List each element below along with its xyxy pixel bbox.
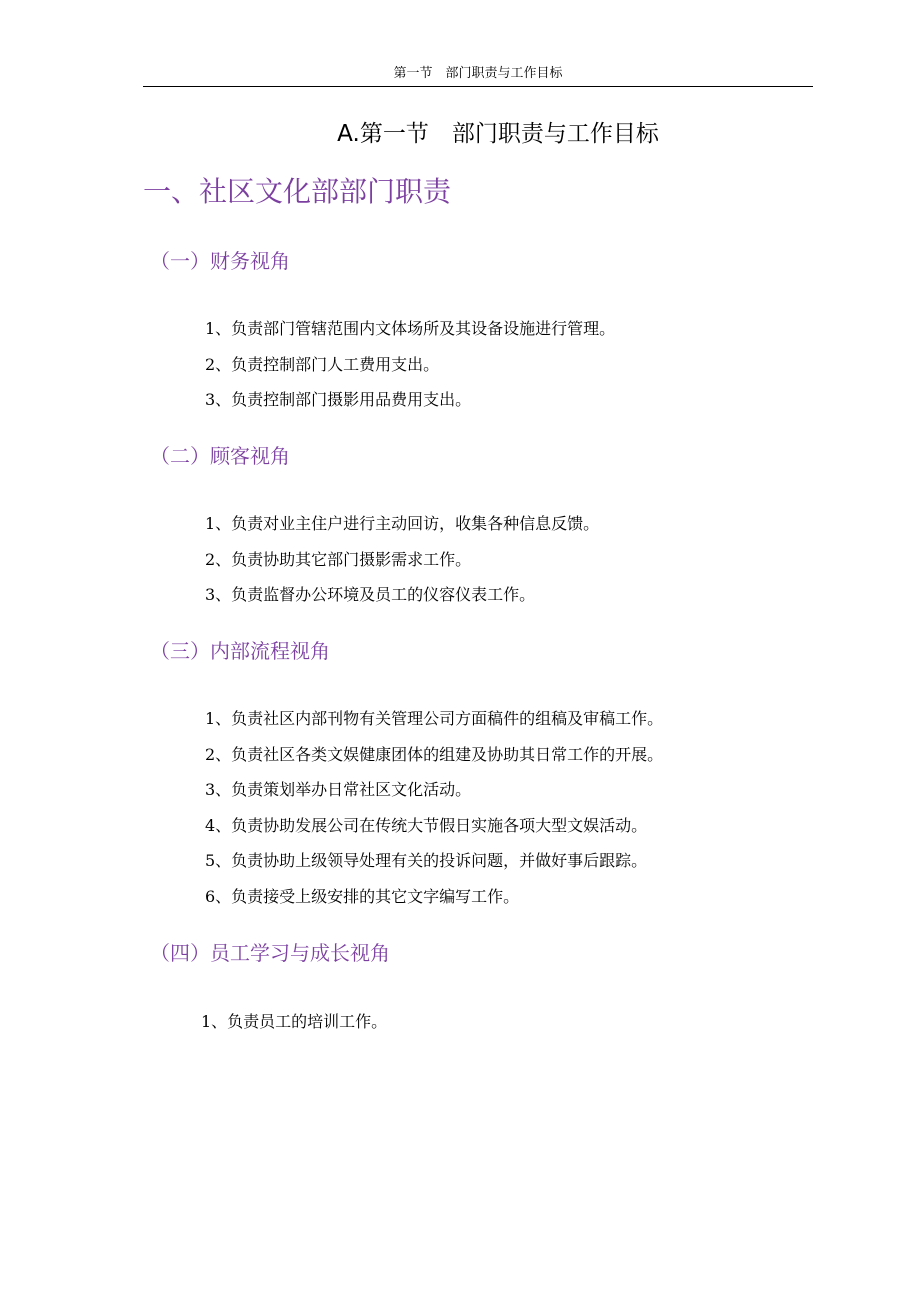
list-item: 3、负责监督办公环境及员工的仪容仪表工作。: [205, 585, 536, 604]
list-item: 5、负责协助上级领导处理有关的投诉问题，并做好事后跟踪。: [205, 851, 648, 870]
list-item: 2、负责控制部门人工费用支出。: [205, 355, 440, 374]
list-item: 2、负责社区各类文娱健康团体的组建及协助其日常工作的开展。: [205, 745, 664, 764]
subheading-internal-process: （三）内部流程视角: [150, 639, 330, 663]
list-item: 3、负责控制部门摄影用品费用支出。: [205, 390, 472, 409]
document-title: A.第一节 部门职责与工作目标: [337, 121, 659, 147]
list-item: 1、负责员工的培训工作。: [201, 1012, 388, 1031]
list-item: 1、负责对业主住户进行主动回访，收集各种信息反馈。: [205, 514, 600, 533]
list-item: 2、负责协助其它部门摄影需求工作。: [205, 550, 472, 569]
list-item: 1、负责社区内部刊物有关管理公司方面稿件的组稿及审稿工作。: [205, 709, 664, 728]
section-heading: 一、社区文化部部门职责: [143, 175, 452, 208]
list-item: 4、负责协助发展公司在传统大节假日实施各项大型文娱活动。: [205, 816, 648, 835]
subheading-customer: （二）顾客视角: [150, 444, 290, 468]
list-item: 1、负责部门管辖范围内文体场所及其设备设施进行管理。: [205, 319, 616, 338]
subheading-finance: （一）财务视角: [150, 249, 290, 273]
running-header: [143, 64, 813, 87]
subheading-learning-growth: （四）员工学习与成长视角: [150, 941, 390, 965]
running-header-title: 第一节 部门职责与工作目标: [393, 66, 563, 81]
list-item: 3、负责策划举办日常社区文化活动。: [205, 780, 472, 799]
list-item: 6、负责接受上级安排的其它文字编写工作。: [205, 887, 520, 906]
